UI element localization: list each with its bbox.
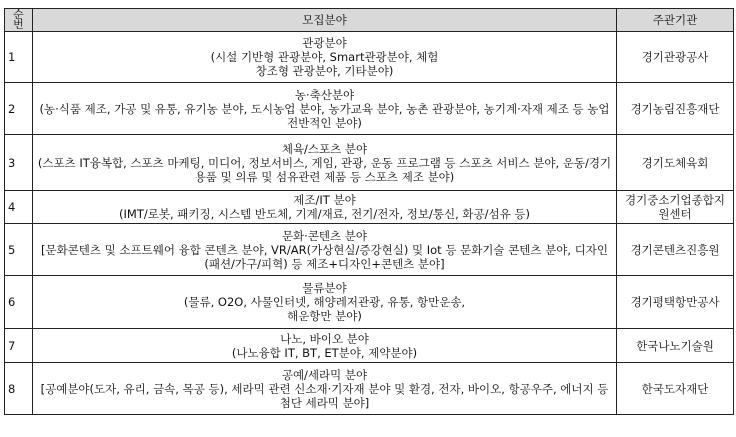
recruitment-table <box>4 8 734 415</box>
field-cell <box>33 329 617 363</box>
row-number: 4 <box>5 191 33 224</box>
org-cell: 경기관광공사 <box>617 32 734 83</box>
field-cell <box>33 363 617 415</box>
header-field: 모집분야 <box>33 9 617 32</box>
header-number-top: 순 <box>13 8 24 21</box>
org-cell: 경기평택항만공사 <box>617 276 734 329</box>
field-title: 나노, 바이오 분야 <box>280 331 369 346</box>
header-number <box>5 9 33 32</box>
field-title: 관광분야 <box>302 36 347 50</box>
table-row <box>5 191 734 224</box>
table-row <box>5 363 734 415</box>
table-row <box>5 329 734 363</box>
field-detail: [공예분야(도자, 유리, 금속, 목공 등), 세라믹 관련 신소재·기자재 분야 및 환경, 전자, 바이오, 항공우주, 에너지 등 첨단 세라믹 분야] <box>40 381 609 410</box>
field-title: 공예/세라믹 분야 <box>281 367 368 382</box>
row-number: 8 <box>5 363 33 415</box>
field-detail: (시설 기반형 관광분야, Smart관광분야, 체험 창조형 관광분야, 기타분야) <box>210 50 439 78</box>
field-title: 제조/IT 분야 <box>293 193 356 207</box>
org-cell: 한국나노기술원 <box>617 329 734 363</box>
field-title: 농·축산분야 <box>294 87 355 102</box>
table-row <box>5 83 734 135</box>
row-number: 1 <box>5 32 33 83</box>
field-detail: (스포츠 IT융복합, 스포츠 마케팅, 미디어, 정보서비스, 게임, 관광, 운동 프로그램 등 스포츠 서비스 분야, 운동/경기용품 및 의류 및 섬유관련 제품 등 스포츠 제조 분야) <box>37 155 612 184</box>
field-cell <box>33 83 617 135</box>
field-cell <box>33 135 617 191</box>
org-cell: 경기중소기업종합지원센터 <box>617 191 734 224</box>
org-cell: 경기농림진흥재단 <box>617 83 734 135</box>
field-detail: (IMT/로봇, 패키징, 시스템 반도체, 기계/재료, 전기/전자, 정보/통신, 화공/섬유 등) <box>119 207 530 221</box>
row-number: 2 <box>5 83 33 135</box>
table-row <box>5 32 734 83</box>
field-detail: (농·식품 제조, 가공 및 유통, 유기농 분야, 도시농업 분야, 농가교육 분야, 농촌 관광분야, 농기계·자재 제조 등 농업 전반적인 분야) <box>39 101 610 130</box>
field-detail: (나노융합 IT, BT, ET분야, 제약분야) <box>231 345 418 360</box>
row-number: 5 <box>5 224 33 276</box>
field-detail: [문화콘텐츠 및 소프트웨어 융합 콘텐츠 분야, VR/AR(가상현실/증강현실) 및 Iot 등 문화기술 콘텐츠 분야, 디자인(패션/가구/피혁) 등 제조+디자인+콘텐츠 분야] <box>40 242 609 271</box>
field-title: 물류분야 <box>302 281 347 295</box>
field-cell <box>33 191 617 224</box>
field-title: 문화·콘텐츠 분야 <box>281 228 368 243</box>
row-number: 6 <box>5 276 33 329</box>
table-row <box>5 135 734 191</box>
header-number-bottom: 번 <box>13 18 24 31</box>
row-number: 7 <box>5 329 33 363</box>
field-cell <box>33 224 617 276</box>
row-number: 3 <box>5 135 33 191</box>
field-cell <box>33 276 617 329</box>
org-cell: 경기콘텐츠진흥원 <box>617 224 734 276</box>
org-cell: 경기도체육회 <box>617 135 734 191</box>
org-cell: 한국도자재단 <box>617 363 734 415</box>
header-row <box>5 9 734 32</box>
field-title: 체육/스포츠 분야 <box>281 141 368 156</box>
field-cell <box>33 32 617 83</box>
field-detail: (물류, O2O, 사물인터넷, 해양레저관광, 유통, 항만운송, 해운항만 분야) <box>183 295 466 323</box>
table-row <box>5 276 734 329</box>
header-org: 주관기관 <box>617 9 734 32</box>
table-row <box>5 224 734 276</box>
